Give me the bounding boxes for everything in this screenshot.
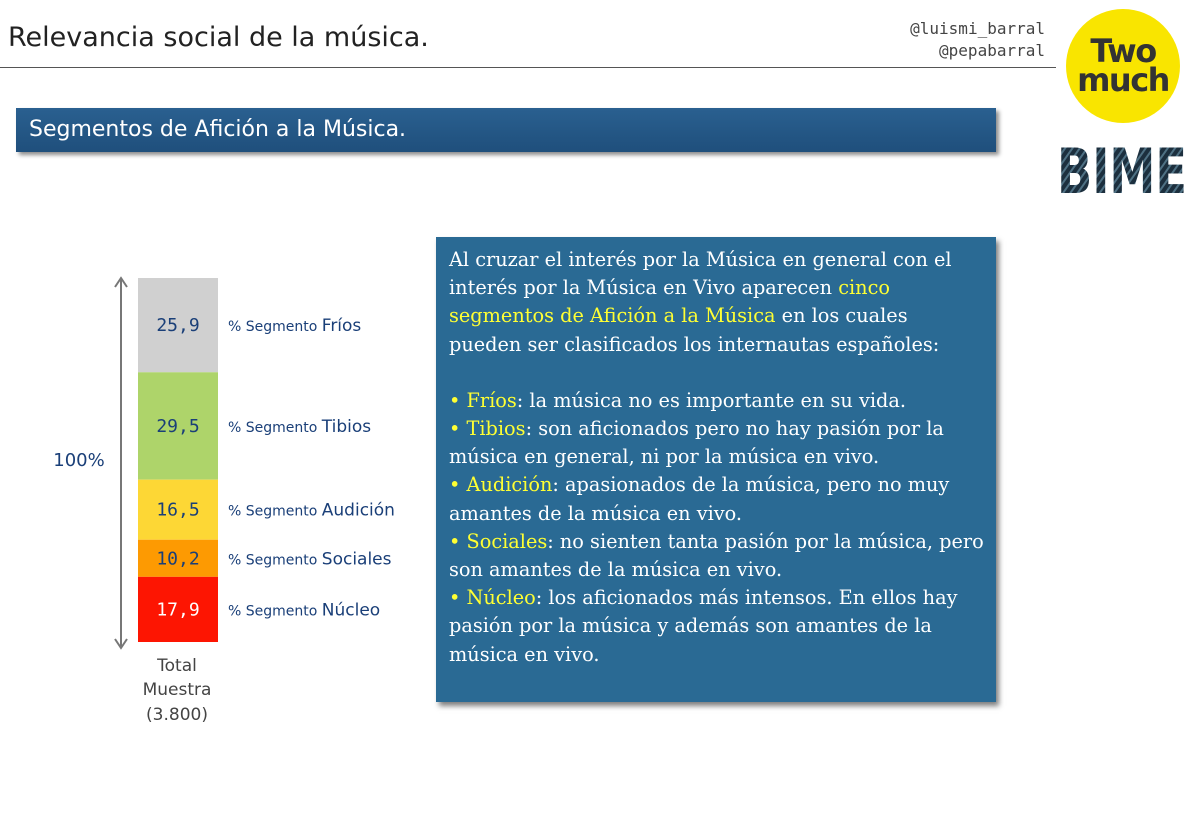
- info-bullet-term: Tibios: [466, 417, 526, 441]
- legend-label-segment: Fríos: [321, 316, 362, 337]
- info-bullet-term: Núcleo: [466, 586, 536, 610]
- legend-label-prefix: % Segmento: [228, 603, 322, 620]
- twomuch-logo-line2: much: [1077, 61, 1169, 99]
- legend-label: [228, 600, 380, 620]
- data-label: 25,9: [156, 315, 200, 337]
- legend-label: [228, 501, 395, 521]
- bime-logo: [1055, 140, 1189, 198]
- info-intro-text-end: en los cuales pueden ser clasificados los internautas españoles:: [449, 304, 940, 356]
- info-bullet-text: : apasionados de la música, pero no muy amantes de la música en vivo.: [449, 473, 950, 525]
- handle-pepa[interactable]: @pepabarral: [939, 41, 1045, 60]
- legend-label: [228, 316, 361, 336]
- category-label-line: Total: [157, 656, 197, 676]
- data-label: 17,9: [156, 599, 200, 621]
- legend-label-segment: Sociales: [321, 549, 392, 570]
- axis-arrow: [115, 278, 127, 648]
- info-bullet-frios: [449, 387, 986, 415]
- bullet-icon: •: [449, 586, 461, 610]
- section-title: Segmentos de Afición a la Música.: [29, 117, 407, 142]
- info-bullet-sociales: [449, 528, 986, 584]
- info-bullet-nucleo: [449, 584, 986, 669]
- legend-label-segment: Audición: [321, 500, 395, 521]
- info-box: [436, 237, 996, 702]
- category-label-line: Muestra: [142, 680, 212, 700]
- legend-label-segment: Núcleo: [321, 600, 381, 621]
- category-label: [143, 656, 212, 725]
- stacked-bar-chart: [0, 0, 500, 740]
- bime-logo-text: BIME: [1057, 140, 1187, 198]
- legend-label-prefix: % Segmento: [228, 419, 322, 436]
- bullet-icon: •: [449, 473, 461, 497]
- bullet-icon: •: [449, 529, 461, 553]
- handle-luismi[interactable]: @luismi_barral: [910, 19, 1045, 38]
- info-bullet-audicion: [449, 471, 986, 527]
- info-bullet-text: : los aficionados más intensos. En ellos hay pasión por la música y además son amantes de la música en vivo.: [449, 586, 958, 666]
- data-label: 16,5: [156, 499, 200, 521]
- legend-label: [228, 417, 371, 437]
- info-bullet-text: : la música no es importante en su vida.: [516, 388, 906, 412]
- info-bullet-tibios: [449, 415, 986, 471]
- data-label: 10,2: [156, 548, 200, 570]
- legend-label-prefix: % Segmento: [228, 503, 322, 520]
- legend-label-prefix: % Segmento: [228, 319, 322, 336]
- info-bullet-term: Audición: [466, 473, 553, 497]
- legend-label: [228, 549, 392, 569]
- info-bullet-text: : no sienten tanta pasión por la música, pero son amantes de la música en vivo.: [449, 529, 984, 582]
- info-bullet-term: Fríos: [466, 388, 517, 412]
- info-intro-highlight: cinco segmentos de Afición a la Música: [449, 276, 890, 328]
- info-bullet-term: Sociales: [466, 529, 548, 553]
- author-handles: [910, 18, 1045, 62]
- twomuch-logo-line1: Two: [1090, 32, 1156, 70]
- info-bullet-text: : son aficionados pero no hay pasión por la música en general, ni por la música en vivo.: [449, 417, 944, 469]
- legend-label-prefix: % Segmento: [228, 552, 322, 569]
- info-intro: [449, 246, 986, 359]
- category-label-line: (3.800): [146, 705, 208, 725]
- info-spacer: [449, 359, 986, 387]
- axis-label: 100%: [53, 450, 105, 471]
- info-intro-text: Al cruzar el interés por la Música en general con el interés por la Música en Vivo aparecen: [449, 248, 952, 300]
- twomuch-logo: [1066, 9, 1180, 123]
- page-title: Relevancia social de la música.: [8, 22, 429, 53]
- bullet-icon: •: [449, 417, 461, 441]
- bullet-icon: •: [449, 388, 461, 412]
- data-label: 29,5: [156, 415, 200, 437]
- legend-label-segment: Tibios: [321, 416, 372, 437]
